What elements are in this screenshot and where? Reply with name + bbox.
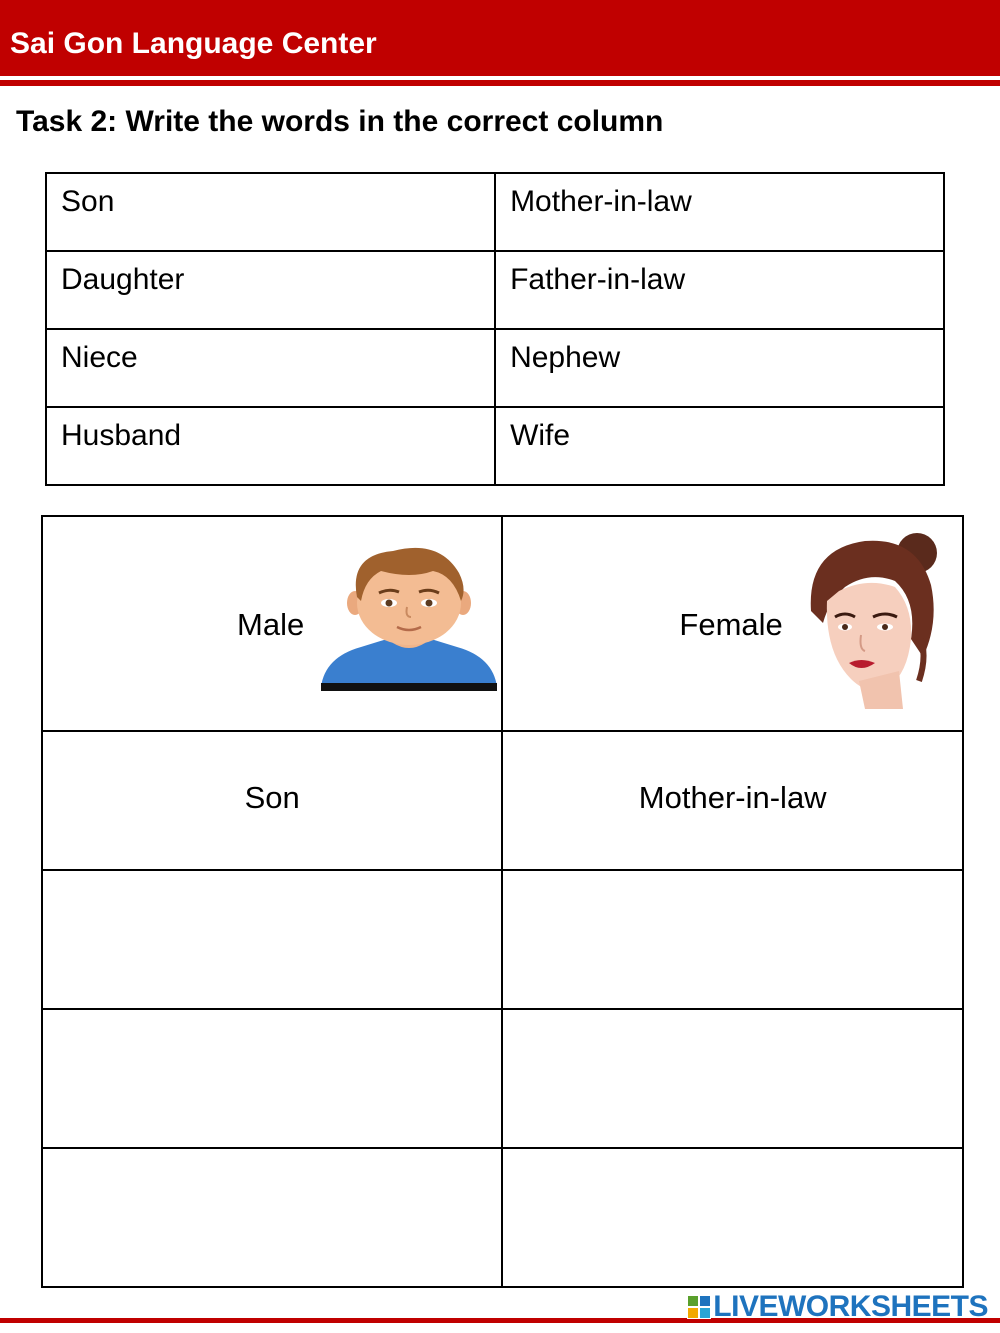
male-answer <box>43 871 501 919</box>
male-answer <box>43 1010 501 1058</box>
male-answer-cell[interactable] <box>42 870 502 1009</box>
word-bank-item[interactable]: Mother-in-law <box>510 185 692 218</box>
sorting-row <box>42 870 963 1009</box>
female-label: Female <box>679 607 783 642</box>
male-label: Male <box>237 607 305 642</box>
female-answer <box>503 1149 962 1197</box>
female-answer-cell[interactable] <box>502 1148 963 1287</box>
male-column-header <box>42 516 502 731</box>
female-column-header <box>502 516 963 731</box>
male-answer: Son <box>244 780 300 815</box>
sorting-row <box>42 731 963 870</box>
sorting-header-row <box>42 516 963 731</box>
female-answer-cell[interactable] <box>502 870 963 1009</box>
word-bank-item[interactable]: Nephew <box>510 341 621 374</box>
boy-illustration <box>321 545 497 695</box>
task-title: Task 2: Write the words in the correct column <box>16 105 664 138</box>
female-answer-cell[interactable] <box>502 731 963 870</box>
word-bank-row <box>46 407 944 485</box>
male-answer-cell[interactable] <box>42 1148 502 1287</box>
header-bar <box>0 0 1000 76</box>
woman-illustration <box>799 531 949 709</box>
sorting-table <box>41 515 964 1288</box>
word-bank-row <box>46 251 944 329</box>
word-bank-item[interactable]: Daughter <box>61 263 185 296</box>
male-answer-cell[interactable] <box>42 1009 502 1148</box>
female-answer <box>503 1010 962 1058</box>
female-answer: Mother-in-law <box>638 780 827 815</box>
liveworksheets-logo <box>687 1290 988 1324</box>
word-bank-item[interactable]: Father-in-law <box>510 263 686 296</box>
word-bank-item[interactable]: Wife <box>510 419 571 452</box>
word-bank-row <box>46 329 944 407</box>
female-answer-cell[interactable] <box>502 1009 963 1148</box>
brand-name: LIVEWORKSHEETS <box>713 1290 988 1323</box>
male-answer <box>43 1149 501 1197</box>
female-answer <box>503 871 962 919</box>
word-bank-item[interactable]: Husband <box>61 419 182 452</box>
header-divider <box>0 80 1000 86</box>
sorting-row <box>42 1009 963 1148</box>
word-bank-row <box>46 173 944 251</box>
male-answer-cell[interactable] <box>42 731 502 870</box>
word-bank-item[interactable]: Son <box>61 185 115 218</box>
word-bank-table <box>45 172 945 486</box>
header-title: Sai Gon Language Center <box>10 27 377 60</box>
liveworksheets-icon <box>687 1295 711 1319</box>
sorting-row <box>42 1148 963 1287</box>
word-bank-item[interactable]: Niece <box>61 341 138 374</box>
